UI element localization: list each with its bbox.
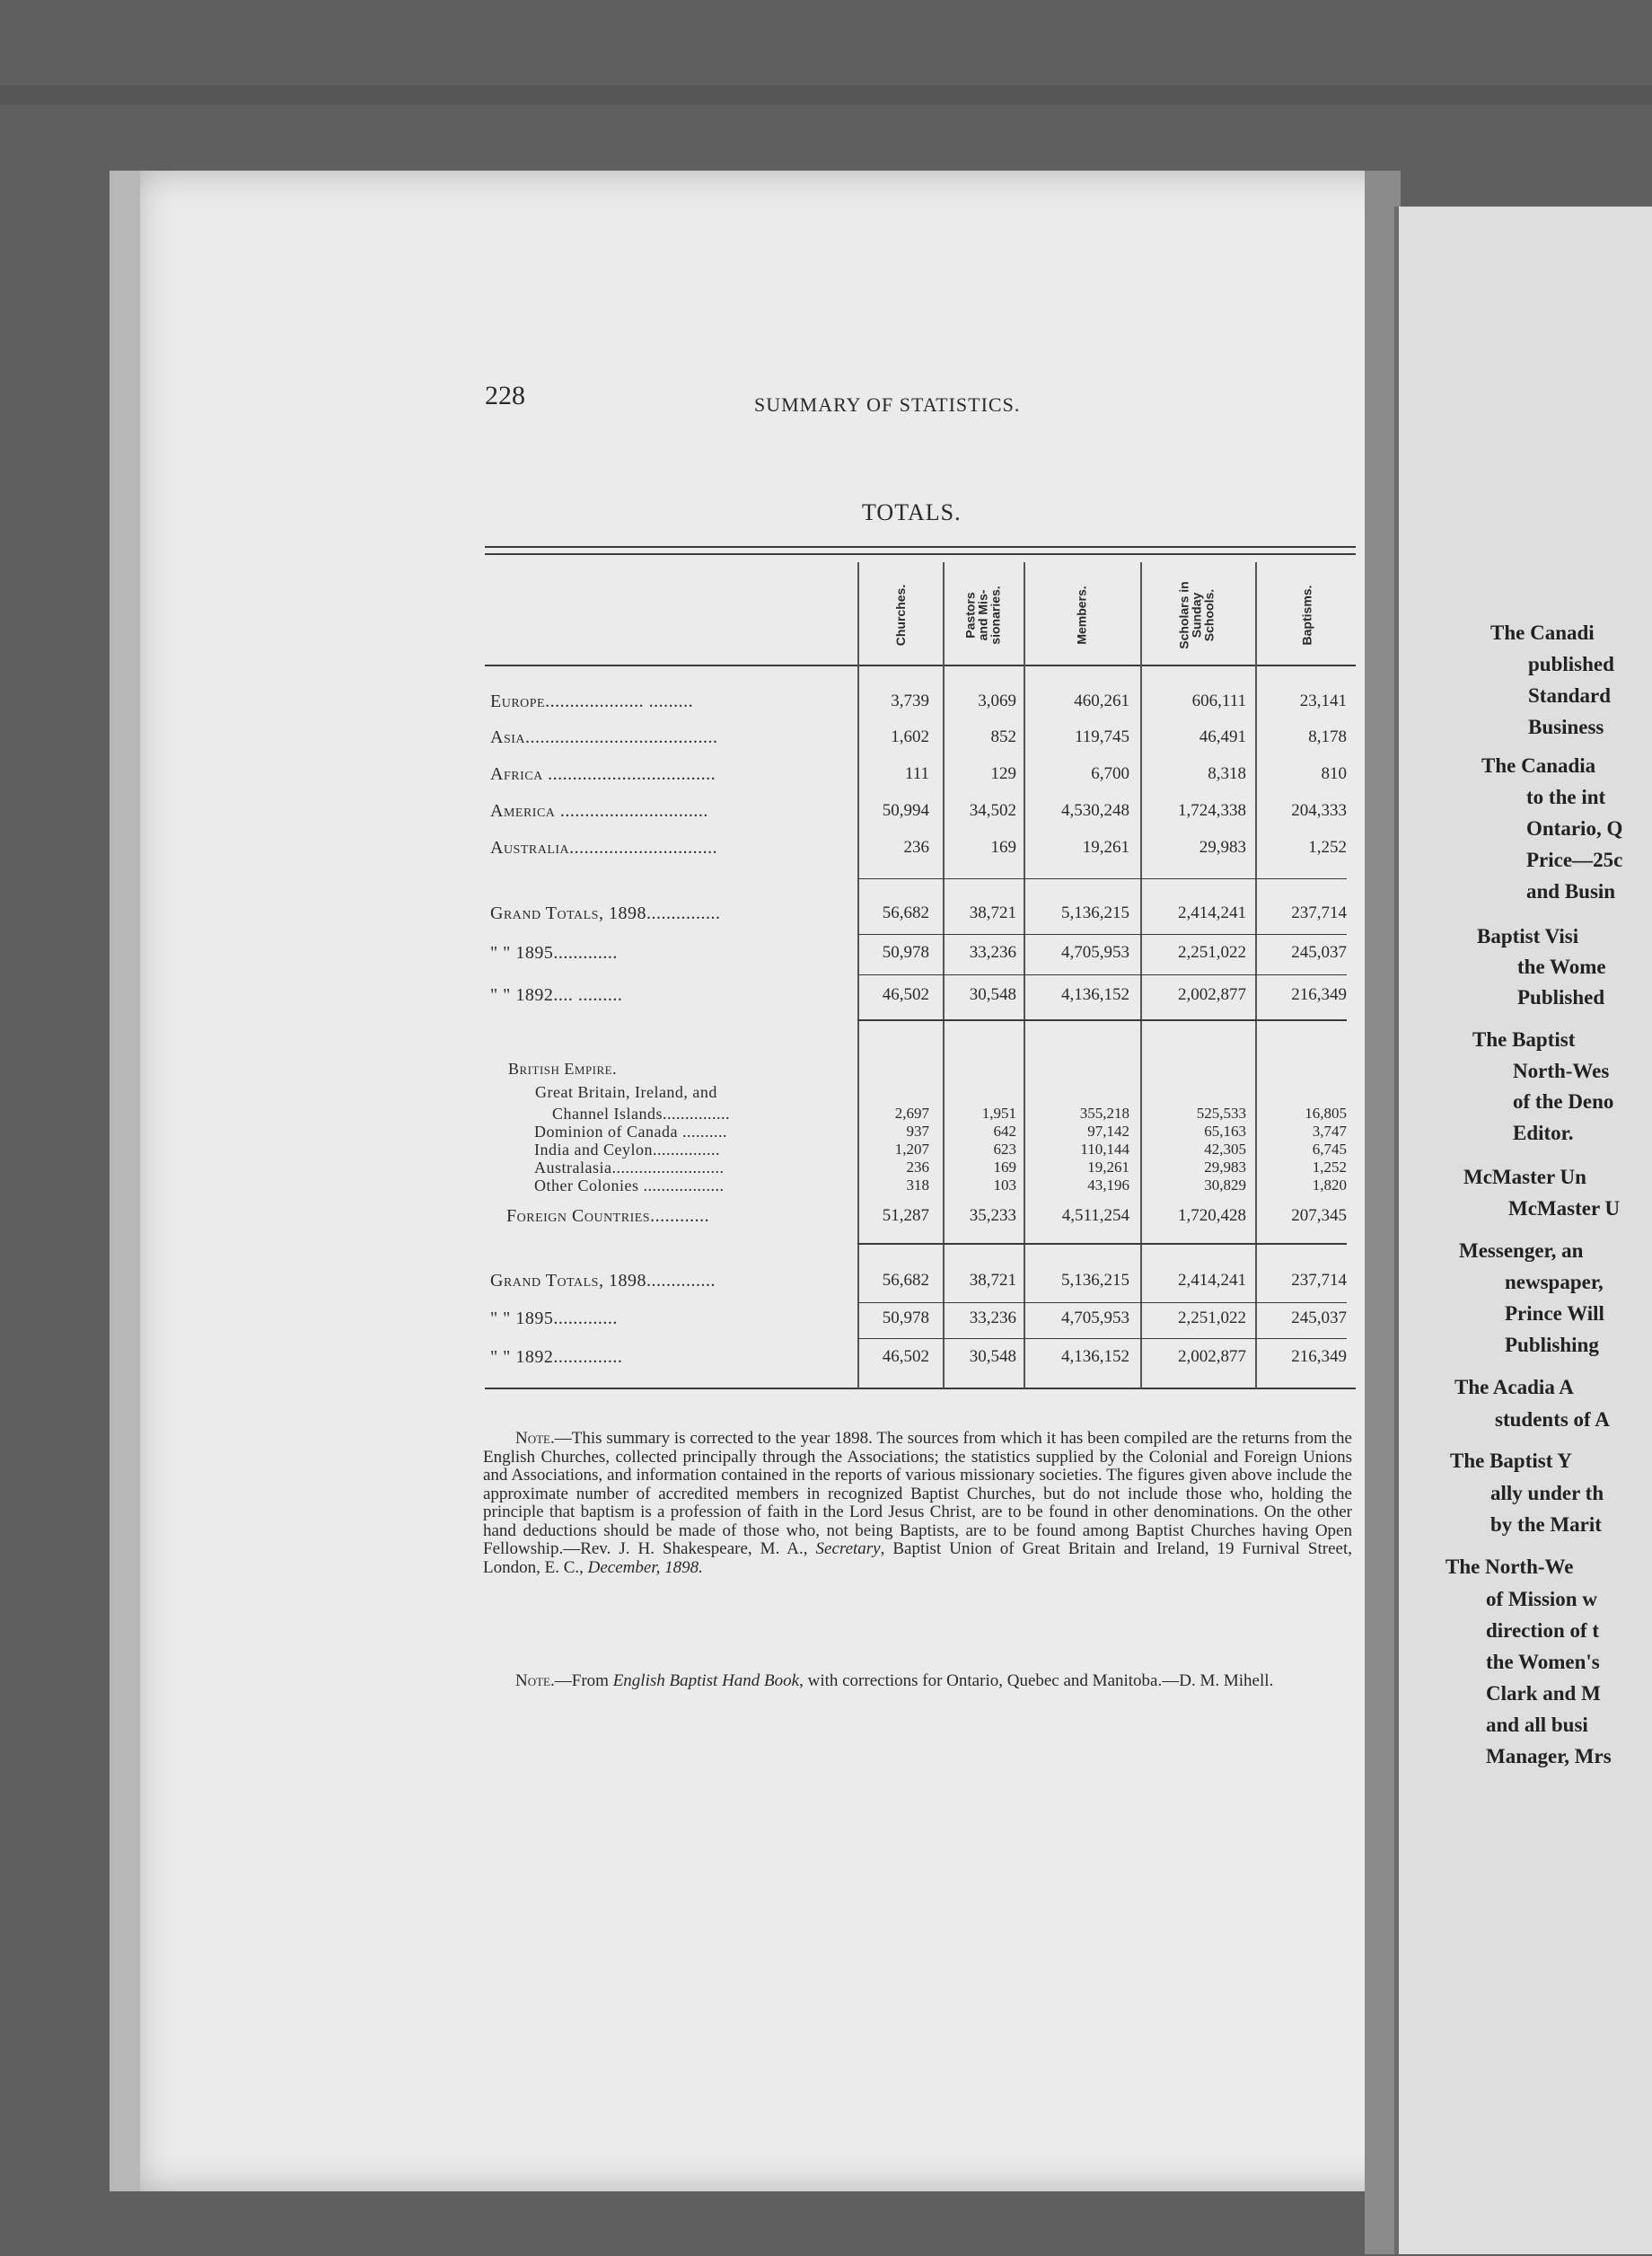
- right-page-line: the Women's: [1486, 1651, 1600, 1673]
- column-header-members: Members.: [1074, 586, 1089, 645]
- right-page-line: the Wome: [1517, 956, 1606, 978]
- british-empire-heading: British Empire.: [508, 1060, 618, 1078]
- table-row-grand-total-1892: " " 1892.... ......... 46,502 30,548 4,136,152 2,002,877 216,349: [490, 985, 1347, 1005]
- table-row-asia: Asia....................................... 1,602 852 119,745 46,491 8,178: [490, 727, 1347, 747]
- table-row-dominion-of-canada: Dominion of Canada .......... 937 642 97,142 65,163 3,747: [534, 1123, 1347, 1141]
- right-page-line: Ontario, Q: [1526, 817, 1623, 840]
- section-rule: [857, 1019, 1347, 1021]
- table-row-india-and-ceylon: India and Ceylon............... 1,207 623 110,144 42,305 6,745: [534, 1141, 1347, 1159]
- table-row-grand-total-1895-b: " " 1895............. 50,978 33,236 4,705,953 2,251,022 245,037: [490, 1309, 1347, 1328]
- right-page-line: The Canadi: [1490, 621, 1595, 644]
- right-page-line: Standard: [1528, 684, 1612, 707]
- right-page-line: to the int: [1526, 786, 1606, 808]
- table-row-grand-total-1892-b: " " 1892.............. 46,502 30,548 4,136,152 2,002,877 216,349: [490, 1347, 1347, 1367]
- right-page-edge: [1394, 207, 1399, 2254]
- right-page-line: ally under th: [1490, 1482, 1604, 1504]
- row-rule: [857, 1302, 1347, 1303]
- section-rule: [857, 878, 1347, 879]
- right-page-line: published: [1528, 653, 1614, 675]
- section-rule: [857, 1243, 1347, 1245]
- table-row-foreign-countries: Foreign Countries............ 51,287 35,233 4,511,254 1,720,428 207,345: [506, 1206, 1347, 1226]
- row-rule: [857, 934, 1347, 935]
- footnote-2: Note.—From English Baptist Hand Book, with corrections for Ontario, Quebec and Manitoba.—D. M. Mihell.: [515, 1671, 1274, 1690]
- running-head: SUMMARY OF STATISTICS.: [754, 393, 1021, 416]
- right-page-line: McMaster Un: [1463, 1166, 1586, 1188]
- right-page-line: The Baptist Y: [1450, 1450, 1572, 1472]
- right-page-line: The Baptist: [1472, 1028, 1576, 1051]
- right-page-line: Baptist Visi: [1477, 925, 1579, 947]
- right-page-line: newspaper,: [1505, 1271, 1604, 1293]
- column-divider: [1024, 562, 1025, 1388]
- right-page-line: and all busi: [1486, 1714, 1588, 1736]
- british-empire-subheading: Great Britain, Ireland, and: [535, 1083, 717, 1101]
- right-page-line: The Acadia A: [1454, 1376, 1574, 1398]
- table-row-other-colonies: Other Colonies .................. 318 103 43,196 30,829 1,820: [534, 1176, 1347, 1194]
- right-page-line: of Mission w: [1486, 1588, 1597, 1610]
- table-row-europe: Europe.................... ......... 3,739 3,069 460,261 606,111 23,141: [490, 692, 1347, 711]
- right-page-line: North-Wes: [1513, 1060, 1610, 1082]
- column-divider: [857, 562, 859, 1388]
- page-number: 228: [485, 381, 525, 410]
- footnote-1: Note.—This summary is corrected to the year 1898. The sources from which it has been compiled are the returns from the English Churches, collected principally through the Associations; the statistics supplied by the Colonial and Foreign Unions and Associations, and information contained in the reports of various missionary societies. The figures given above include the approximate number of accredited members in recognized Baptist Churches, but do not include those who, holding the principle that baptism is a profession of faith in the Lord Jesus Christ, are to be found in other denominations. On the other hand deductions should be made of those who, not being Baptists, are to be found among Baptist Churches having Open Fellowship.—Rev. J. H. Shakespeare, M. A., Secretary, Baptist Union of Great Britain and Ireland, 19 Furnival Street, London, E. C., December, 1898.: [483, 1429, 1353, 1577]
- row-rule: [857, 1338, 1347, 1339]
- page-spine-edge: [110, 171, 140, 2191]
- right-page-line: of the Deno: [1513, 1090, 1614, 1113]
- right-page-line: direction of t: [1486, 1619, 1600, 1642]
- row-rule: [857, 974, 1347, 975]
- right-page-line: students of A: [1495, 1408, 1610, 1431]
- right-page-line: and Busin: [1526, 880, 1616, 903]
- section-title: TOTALS.: [862, 499, 962, 525]
- right-page-line: Publishing: [1505, 1334, 1599, 1356]
- table-row-australasia: Australasia......................... 236 169 19,261 29,983 1,252: [534, 1159, 1347, 1176]
- table-bottom-rule: [485, 1388, 1356, 1389]
- right-page-line: The North-We: [1446, 1555, 1574, 1578]
- right-page: [1394, 207, 1652, 2254]
- right-page-line: Clark and M: [1486, 1682, 1601, 1705]
- table-row-grand-total-1898: Grand Totals, 1898............... 56,682 38,721 5,136,215 2,414,241 237,714: [490, 903, 1347, 923]
- right-page-line: by the Marit: [1490, 1513, 1602, 1536]
- table-row-grand-total-1895: " " 1895............. 50,978 33,236 4,705,953 2,251,022 245,037: [490, 943, 1347, 963]
- right-page-line: McMaster U: [1508, 1197, 1621, 1220]
- table-top-rule: [485, 546, 1356, 548]
- column-divider: [1255, 562, 1257, 1388]
- column-divider: [943, 562, 945, 1388]
- table-row-australia: Australia.............................. 236 169 19,261 29,983 1,252: [490, 838, 1347, 858]
- column-header-scholars: Scholars in Sunday Schools.: [1177, 581, 1217, 649]
- right-page-line: Prince Will: [1505, 1302, 1604, 1325]
- right-page-line: Messenger, an: [1459, 1239, 1584, 1262]
- table-row-america: America .............................. 50,994 34,502 4,530,248 1,724,338 204,333: [490, 801, 1347, 821]
- header-bottom-rule: [485, 665, 1356, 666]
- scanner-band: [0, 85, 1652, 105]
- right-page-line: Manager, Mrs: [1486, 1745, 1612, 1767]
- right-page-line: Editor.: [1513, 1122, 1574, 1144]
- right-page-line: Price—25c: [1526, 849, 1623, 871]
- column-header-churches: Churches.: [893, 584, 908, 647]
- right-page-line: The Canadia: [1481, 754, 1596, 777]
- table-top-rule-2: [485, 553, 1356, 555]
- column-header-baptisms: Baptisms.: [1298, 585, 1314, 646]
- column-header-pastors: Pastors and Mis- sionaries.: [963, 586, 1003, 645]
- table-row-grand-total-1898-b: Grand Totals, 1898.............. 56,682 38,721 5,136,215 2,414,241 237,714: [490, 1271, 1347, 1291]
- table-row-channel-islands: Channel Islands............... 2,697 1,951 355,218 525,533 16,805: [552, 1105, 1347, 1123]
- column-divider: [1140, 562, 1142, 1388]
- right-page-line: Published: [1517, 986, 1605, 1009]
- table-row-africa: Africa .................................. 111 129 6,700 8,318 810: [490, 764, 1347, 784]
- right-page-line: Business: [1528, 716, 1604, 738]
